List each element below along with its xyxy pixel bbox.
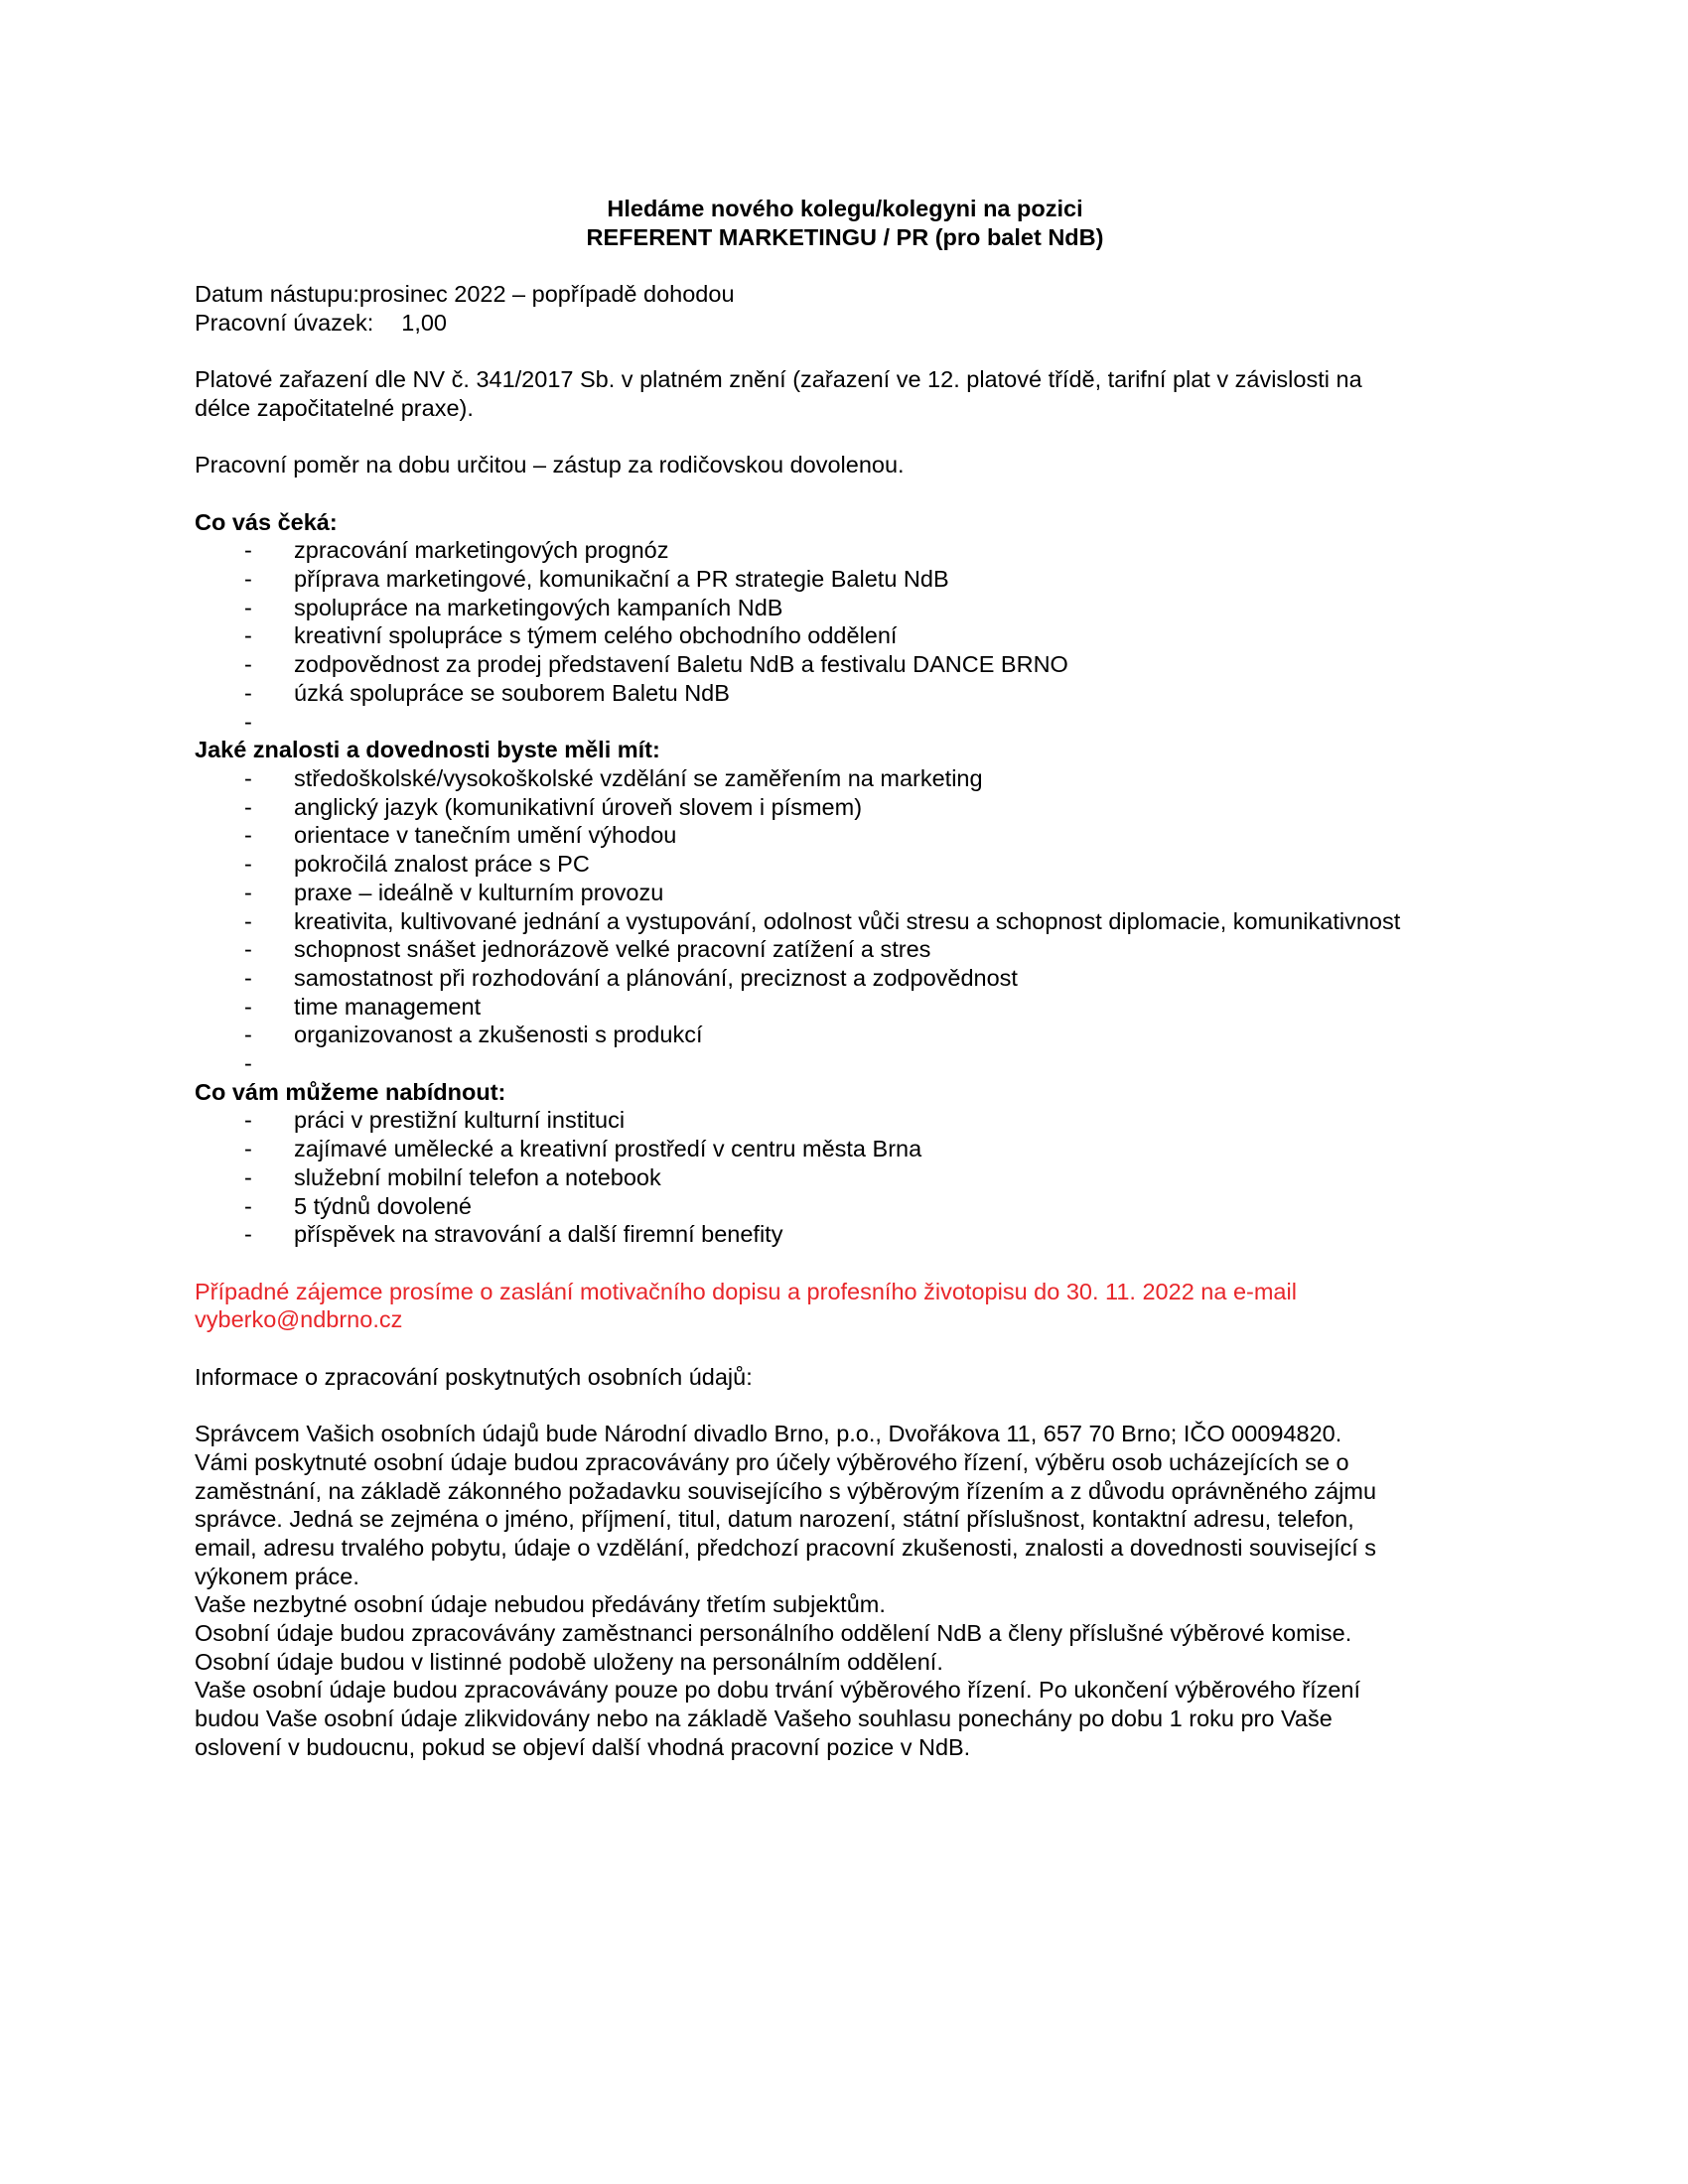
privacy-line: budou Vaše osobní údaje zlikvidovány nebo na základě Vašeho souhlasu ponechány po dobu 1 roku pro Vaše [195, 1706, 1333, 1732]
skills-list [195, 764, 1505, 1078]
start-date: Datum nástupu:prosinec 2022 – popřípadě dohodou [195, 281, 735, 308]
list-item: - kreativní spolupráce s týmem celého obchodního oddělení [244, 622, 898, 649]
list-item: - zodpovědnost za prodej představení Baletu NdB a festivalu DANCE BRNO [244, 651, 1068, 678]
workload-value: 1,00 [401, 309, 448, 336]
application-line-1: Případné zájemce prosíme o zaslání motivačního dopisu a profesního životopisu do 30. 11. 2022 na e-mail [195, 1278, 1297, 1304]
privacy-line: Osobní údaje budou zpracovávány zaměstnanci personálního oddělení NdB a členy příslušné výběrové komise. [195, 1620, 1352, 1647]
tasks-heading: Co vás čeká: [195, 508, 338, 535]
privacy-line: Vámi poskytnuté osobní údaje budou zpracovávány pro účely výběrového řízení, výběru osob ucházejících se o [195, 1448, 1349, 1475]
list-item: - samostatnost při rozhodování a plánování, preciznost a zodpovědnost [244, 964, 1018, 991]
workload-label: Pracovní úvazek: [195, 309, 374, 336]
list-item: - 5 týdnů dovolené [244, 1192, 473, 1219]
list-item: - pokročilá znalost práce s PC [244, 851, 590, 878]
list-item: - praxe – ideálně v kulturním provozu [244, 879, 664, 905]
list-item: - [244, 1050, 252, 1077]
list-item: - středoškolské/vysokoškolské vzdělání se zaměřením na marketing [244, 765, 983, 791]
list-item: - příprava marketingové, komunikační a PR strategie Baletu NdB [244, 566, 949, 593]
title-line-1: Hledáme nového kolegu/kolegyni na pozici [607, 196, 1083, 221]
list-item: - anglický jazyk (komunikativní úroveň slovem i písmem) [244, 793, 863, 820]
list-item: - úzká spolupráce se souborem Baletu NdB [244, 679, 730, 706]
application-email-link[interactable]: vyberko@ndbrno.cz [195, 1306, 403, 1333]
privacy-line: Vaše nezbytné osobní údaje nebudou předávány třetím subjektům. [195, 1591, 886, 1618]
privacy-line: správce. Jedná se zejména o jméno, příjmení, titul, datum narození, státní příslušnost, kontaktní adresu, telefon, [195, 1506, 1354, 1533]
list-item: - time management [244, 993, 482, 1020]
list-item: - [244, 708, 252, 735]
contract-text: Pracovní poměr na dobu určitou – zástup za rodičovskou dovolenou. [195, 452, 905, 478]
privacy-line: email, adresu trvalého pobytu, údaje o vzdělání, předchozí pracovní zkušenosti, znalosti a dovednosti související s [195, 1534, 1377, 1561]
list-item: - služební mobilní telefon a notebook [244, 1163, 661, 1190]
salary-line-2: délce započitatelné praxe). [195, 394, 474, 421]
list-item: - organizovanost a zkušenosti s produkcí [244, 1022, 703, 1048]
privacy-line: zaměstnání, na základě zákonného požadavku souvisejícího s výběrovým řízením a z důvodu oprávněného zájmu [195, 1477, 1377, 1504]
privacy-line: výkonem práce. [195, 1563, 359, 1589]
salary-line-1: Platové zařazení dle NV č. 341/2017 Sb. v platném znění (zařazení ve 12. platové třídě, tarifní plat v závislosti na [195, 366, 1362, 393]
privacy-line: Osobní údaje budou v listinné podobě uloženy na personálním oddělení. [195, 1648, 943, 1675]
list-item: - zajímavé umělecké a kreativní prostředí v centru města Brna [244, 1136, 922, 1162]
privacy-line: oslovení v budoucnu, pokud se objeví další vhodná pracovní pozice v NdB. [195, 1733, 971, 1760]
offer-heading: Co vám můžeme nabídnout: [195, 1078, 506, 1105]
document-title [195, 195, 1495, 251]
tasks-list [195, 536, 1505, 736]
privacy-line: Vaše osobní údaje budou zpracovávány pouze po dobu trvání výběrového řízení. Po ukončení výběrového řízení [195, 1677, 1361, 1704]
list-item: - kreativita, kultivované jednání a vystupování, odolnost vůči stresu a schopnost diplomacie, komunikativnost [244, 907, 1401, 934]
document-page [195, 195, 1505, 1762]
list-item: - práci v prestižní kulturní instituci [244, 1107, 626, 1134]
salary-text [195, 365, 1505, 422]
list-item: - spolupráce na marketingových kampaních NdB [244, 594, 783, 620]
privacy-line: Správcem Vašich osobních údajů bude Národní divadlo Brno, p.o., Dvořákova 11, 657 70 Brno; IČO 00094820. [195, 1421, 1342, 1447]
application-instructions [195, 1278, 1505, 1334]
list-item: - orientace v tanečním umění výhodou [244, 822, 677, 849]
privacy-heading: Informace o zpracování poskytnutých osobních údajů: [195, 1363, 753, 1390]
workload [195, 309, 1505, 338]
privacy-text [195, 1420, 1505, 1761]
list-item: - zpracování marketingových prognóz [244, 537, 669, 564]
skills-heading: Jaké znalosti a dovednosti byste měli mít: [195, 737, 660, 763]
title-line-2: REFERENT MARKETINGU / PR (pro balet NdB) [586, 223, 1104, 250]
offer-list [195, 1106, 1505, 1249]
list-item: - příspěvek na stravování a další firemní benefity [244, 1221, 783, 1248]
list-item: - schopnost snášet jednorázově velké pracovní zatížení a stres [244, 936, 931, 963]
